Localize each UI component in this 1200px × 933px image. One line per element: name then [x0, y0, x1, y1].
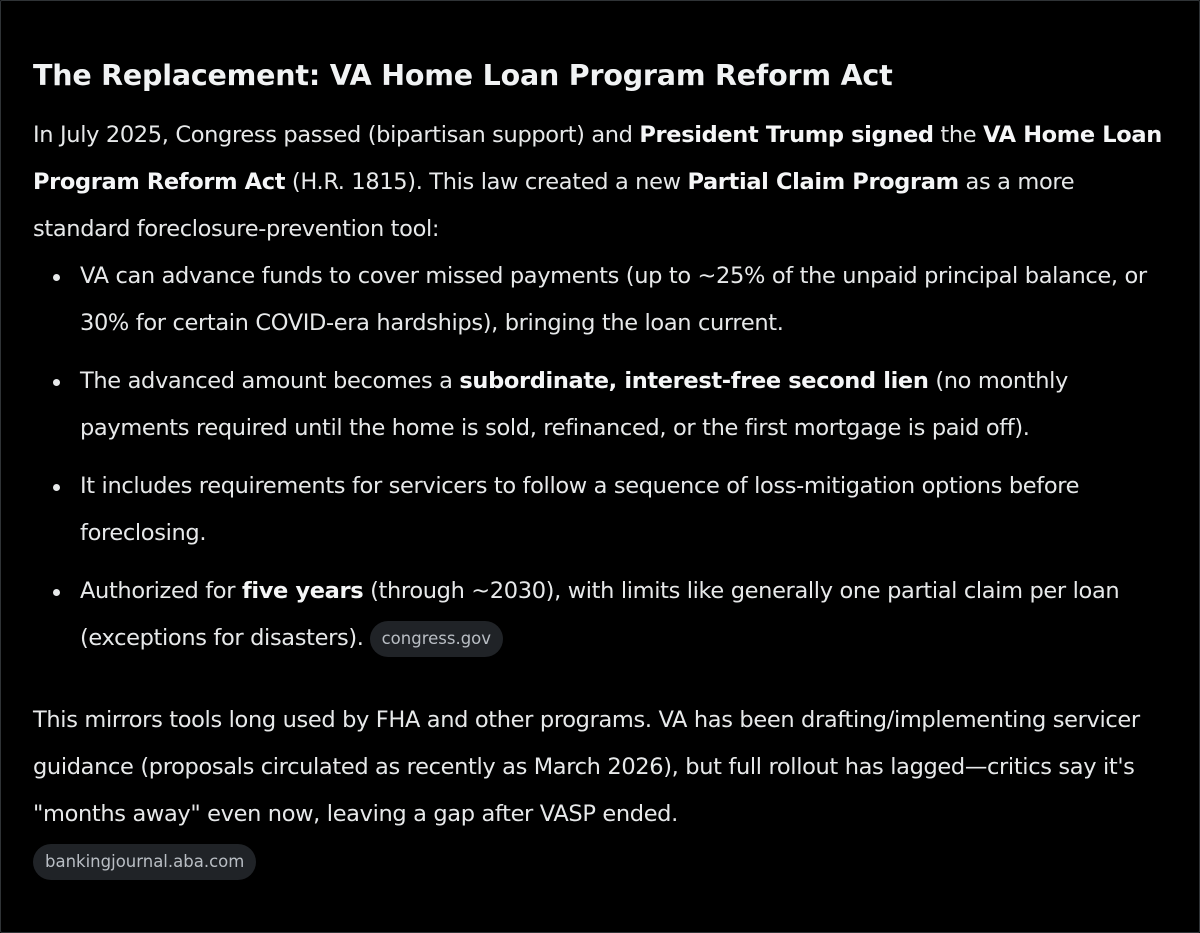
intro-bold-program: Partial Claim Program	[687, 169, 959, 195]
bullet-text: The advanced amount becomes a	[80, 368, 460, 394]
intro-text-2: the	[933, 122, 984, 148]
bullet-dot-icon	[53, 484, 60, 491]
bullet-dot-icon	[53, 589, 60, 596]
bullet-bold-text: five years	[241, 578, 364, 604]
intro-text-4: as a more standard foreclosure-prevention tool:	[33, 169, 1075, 242]
closing-paragraph: This mirrors tools long used by FHA and other programs. VA has been drafting/implementing servicer guidance (proposals circulated as recently as March 2026), but full rollout has lagged—critics say it's "months away" even now, leaving a gap after VASP ended.	[33, 707, 1140, 827]
list-item	[33, 463, 1168, 557]
intro-text-3: (H.R. 1815). This law created a new	[285, 169, 688, 195]
response-content	[33, 52, 1168, 880]
intro-text-1: In July 2025, Congress passed (bipartisan support) and	[33, 122, 640, 148]
section-heading: The Replacement: VA Home Loan Program Reform Act	[33, 59, 893, 92]
bullet-text: (through ~2030), with limits like generally one partial claim per loan (exceptions for disasters).	[80, 578, 1120, 651]
bullet-dot-icon	[53, 379, 60, 386]
intro-bold-act-name: VA Home Loan Program Reform Act	[33, 122, 1162, 195]
bullet-text: VA can advance funds to cover missed payments (up to ~25% of the unpaid principal balance, or 30% for certain COVID-era hardships), bringing the loan current.	[80, 263, 1147, 336]
source-row	[33, 844, 1168, 880]
source-chip-congress[interactable]: congress.gov	[370, 621, 503, 657]
list-item	[33, 568, 1168, 662]
list-item	[33, 358, 1168, 452]
bullet-text: It includes requirements for servicers to follow a sequence of loss-mitigation options before foreclosing.	[80, 473, 1080, 546]
intro-paragraph	[33, 112, 1168, 253]
bullet-text: Authorized for	[80, 578, 242, 604]
intro-bold-signed: President Trump signed	[639, 122, 934, 148]
bullet-list	[33, 253, 1168, 662]
list-item	[33, 253, 1168, 347]
bullet-bold-text: subordinate, interest-free second lien	[459, 368, 929, 394]
bullet-dot-icon	[53, 274, 60, 281]
source-chip-bankingjournal[interactable]: bankingjournal.aba.com	[33, 844, 256, 880]
bullet-text: (no monthly payments required until the home is sold, refinanced, or the first mortgage is paid off).	[80, 368, 1069, 441]
